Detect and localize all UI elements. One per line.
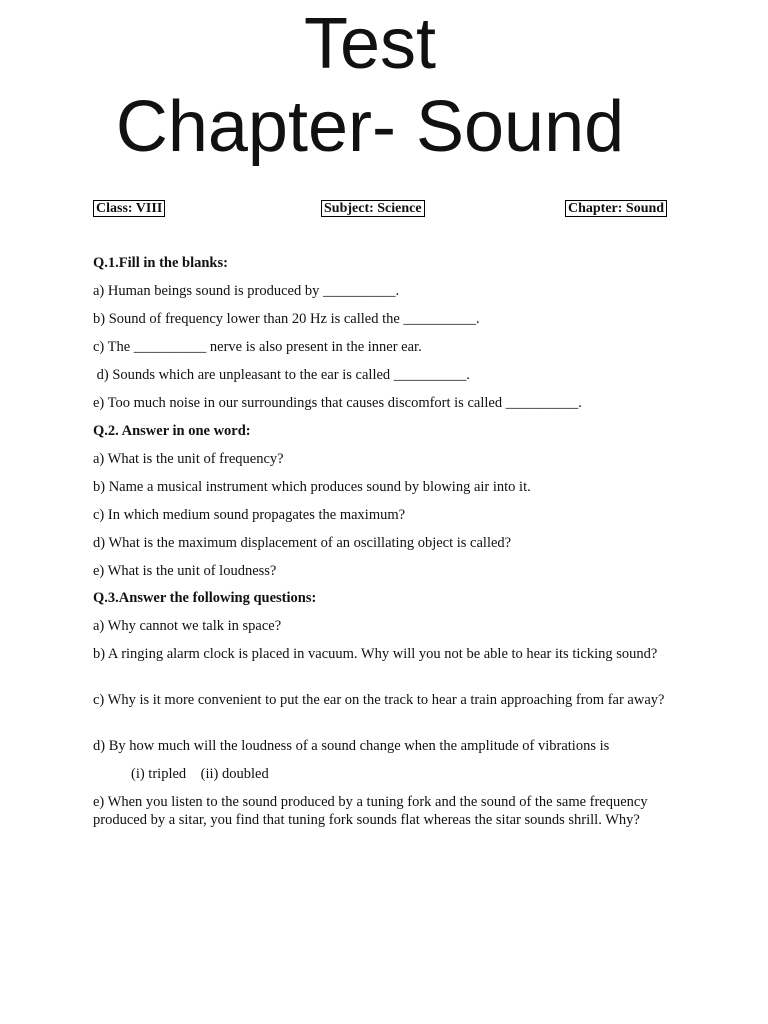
q1-item-a: a) Human beings sound is produced by __________.: [93, 283, 400, 299]
q1-item-e: e) Too much noise in our surroundings that causes discomfort is called __________.: [93, 395, 582, 411]
chapter-label: Chapter: Sound: [565, 200, 667, 217]
subject-label: Subject: Science: [321, 200, 425, 217]
q1-item-b: b) Sound of frequency lower than 20 Hz is called the __________.: [93, 311, 480, 327]
q3-item-e: e) When you listen to the sound produced by a tuning fork and the sound of the same frequency produced by a sitar, you find that tuning fork sounds flat whereas the sitar sounds shrill. Why?: [93, 794, 648, 828]
q3-item-d-options: (i) tripled (ii) doubled: [131, 766, 269, 782]
page-title-test: Test: [303, 4, 437, 84]
q2-item-e: e) What is the unit of loudness?: [93, 563, 277, 579]
q3-item-a: a) Why cannot we talk in space?: [93, 618, 282, 634]
q1-heading: Q.1.Fill in the blanks:: [93, 255, 228, 271]
q3-item-c: c) Why is it more convenient to put the ear on the track to hear a train approaching from far away?: [93, 692, 665, 708]
q2-item-d: d) What is the maximum displacement of an oscillating object is called?: [93, 535, 512, 551]
q2-item-c: c) In which medium sound propagates the maximum?: [93, 507, 406, 523]
q3-item-b: b) A ringing alarm clock is placed in vacuum. Why will you not be able to hear its ticking sound?: [93, 646, 658, 662]
page-title-chapter: Chapter- Sound: [115, 87, 625, 167]
class-label: Class: VIII: [93, 200, 165, 217]
q1-item-d: d) Sounds which are unpleasant to the ear is called __________.: [93, 367, 470, 383]
q2-heading: Q.2. Answer in one word:: [93, 423, 251, 439]
q2-item-b: b) Name a musical instrument which produces sound by blowing air into it.: [93, 479, 531, 495]
q3-item-d: d) By how much will the loudness of a sound change when the amplitude of vibrations is: [93, 738, 610, 754]
q2-item-a: a) What is the unit of frequency?: [93, 451, 284, 467]
q1-item-c: c) The __________ nerve is also present in the inner ear.: [93, 339, 422, 355]
q3-heading: Q.3.Answer the following questions:: [93, 590, 317, 606]
